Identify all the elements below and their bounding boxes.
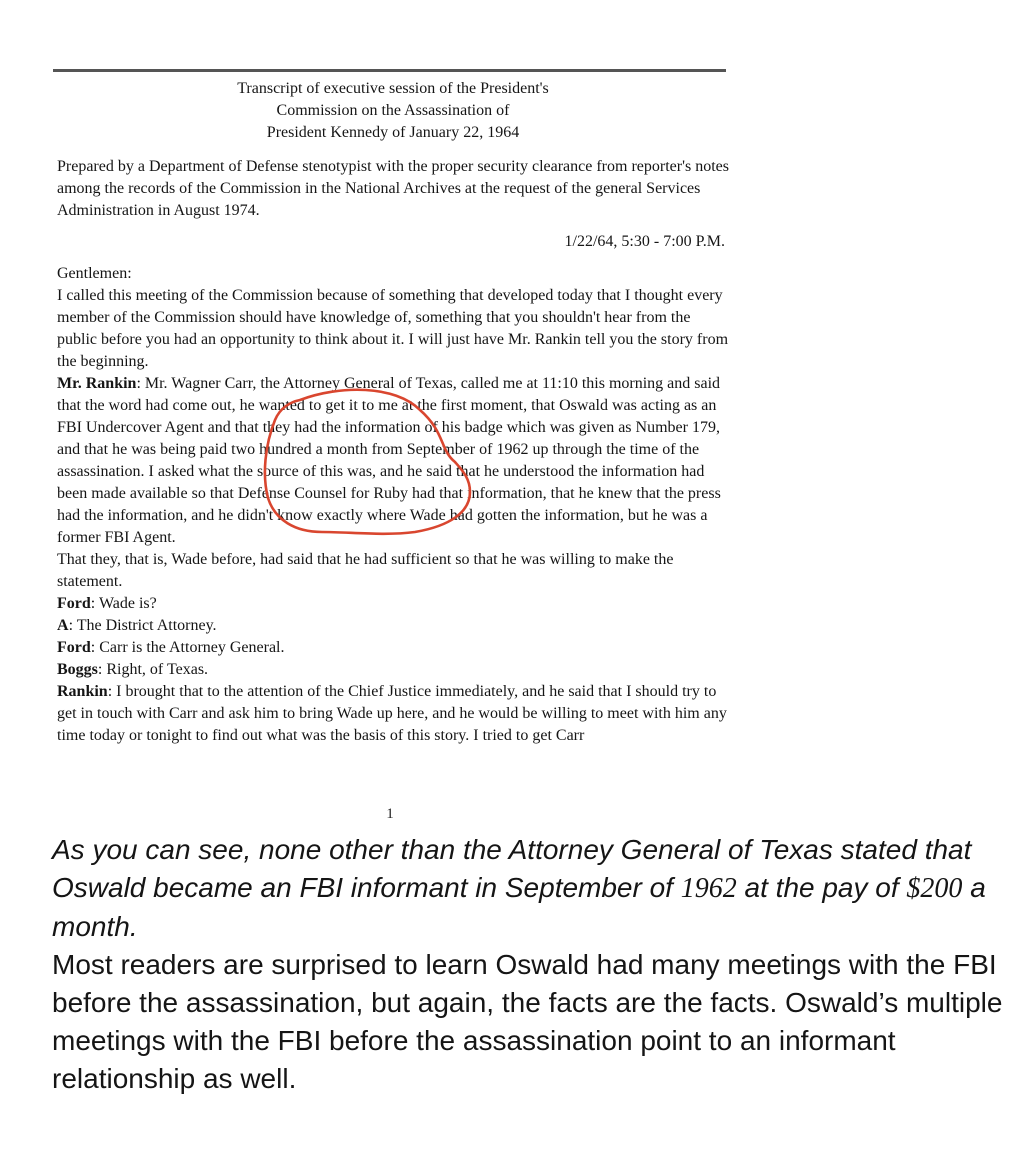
lead-text: As you can see, none other than the Attorney General of Texas stated that Oswald became an FBI informant in September of xyxy=(52,834,972,903)
speaker-name: Ford xyxy=(57,595,91,612)
prepared-note: Prepared by a Department of Defense stenotypist with the proper security clearance from reporter's notes among the records of the Commission in the National Archives at the request of the general Services Administration in August 1974. xyxy=(57,158,729,219)
speaker-name: Boggs xyxy=(57,661,98,678)
speaker-name: Mr. Rankin xyxy=(57,375,137,392)
paragraph-text: : Wade is? xyxy=(90,595,157,612)
title-line: Transcript of executive session of the President's xyxy=(237,80,549,97)
paragraph-text: : The District Attorney. xyxy=(68,617,217,634)
title-line: President Kennedy of January 22, 1964 xyxy=(266,124,520,141)
paragraph xyxy=(57,615,729,637)
title-line: Commission on the Assassination of xyxy=(276,102,510,119)
paragraph-text: : I brought that to the attention of the Chief Justice immediately, and he said that I should try to get in touch with Carr and ask him to bring Wade up here, and he would be willing to meet with him any time today or tonight to find out what was the basis of this story. I tried to get Carr xyxy=(57,683,727,744)
paragraph xyxy=(57,285,729,373)
paragraph xyxy=(57,637,729,659)
transcript-document xyxy=(57,78,729,747)
speaker-name: Ford xyxy=(57,639,91,656)
paragraph-text: Gentlemen: xyxy=(57,265,132,282)
top-rule xyxy=(53,69,726,72)
lead-year: 1962 xyxy=(680,873,737,904)
page-number: 1 xyxy=(386,806,394,822)
paragraph-text: I called this meeting of the Commission because of something that developed today that I thought every member of the Commission should have knowledge of, something that you shouldn't hear from the public before you had an opportunity to think about it. I will just have Mr. Rankin tell you the story from the beginning. xyxy=(57,287,729,370)
commentary-body: Most readers are surprised to learn Oswald had many meetings with the FBI before the assassination, but again, the facts are the facts. Oswald’s multiple meetings with the FBI before the assassination point to an informant relationship as well. xyxy=(52,949,1003,1094)
lead-text: a month. xyxy=(52,872,986,942)
paragraph-text: : Mr. Wagner Carr, the Attorney General of Texas, called me at 11:10 this morning and said that the word had come out, he wanted to get it to me at the first moment, that Oswald was acting as an FBI Undercover Agent and that they had the information of his badge which was given as Number 179, and that he was being paid two hundred a month from September of 1962 up through the time of the assassination. I asked what the source of this was, and he said that he understood the information had been made available so that Defense Counsel for Ruby had that information, that he knew that the press had the information, and he didn't know exactly where Wade had gotten the information, but he was a former FBI Agent. xyxy=(57,375,721,546)
commentary-lead xyxy=(52,831,1012,946)
paragraph xyxy=(57,549,729,593)
transcript-body xyxy=(57,263,729,747)
commentary xyxy=(52,831,1012,1098)
paragraph-text: : Carr is the Attorney General. xyxy=(90,639,285,656)
lead-amount: $200 xyxy=(906,873,963,904)
speaker-name: Rankin xyxy=(57,683,108,700)
paragraph xyxy=(57,681,729,747)
lead-text: at the pay of xyxy=(736,872,907,903)
paragraph xyxy=(57,373,729,549)
paragraph xyxy=(57,263,729,285)
paragraph-text: : Right, of Texas. xyxy=(97,661,209,678)
paragraph xyxy=(57,593,729,615)
paragraph xyxy=(57,659,729,681)
speaker-name: A xyxy=(57,617,69,634)
document-title xyxy=(57,78,729,144)
paragraph-text: That they, that is, Wade before, had said that he had sufficient so that he was willing to make the statement. xyxy=(57,551,674,590)
session-time: 1/22/64, 5:30 - 7:00 P.M. xyxy=(564,233,725,250)
